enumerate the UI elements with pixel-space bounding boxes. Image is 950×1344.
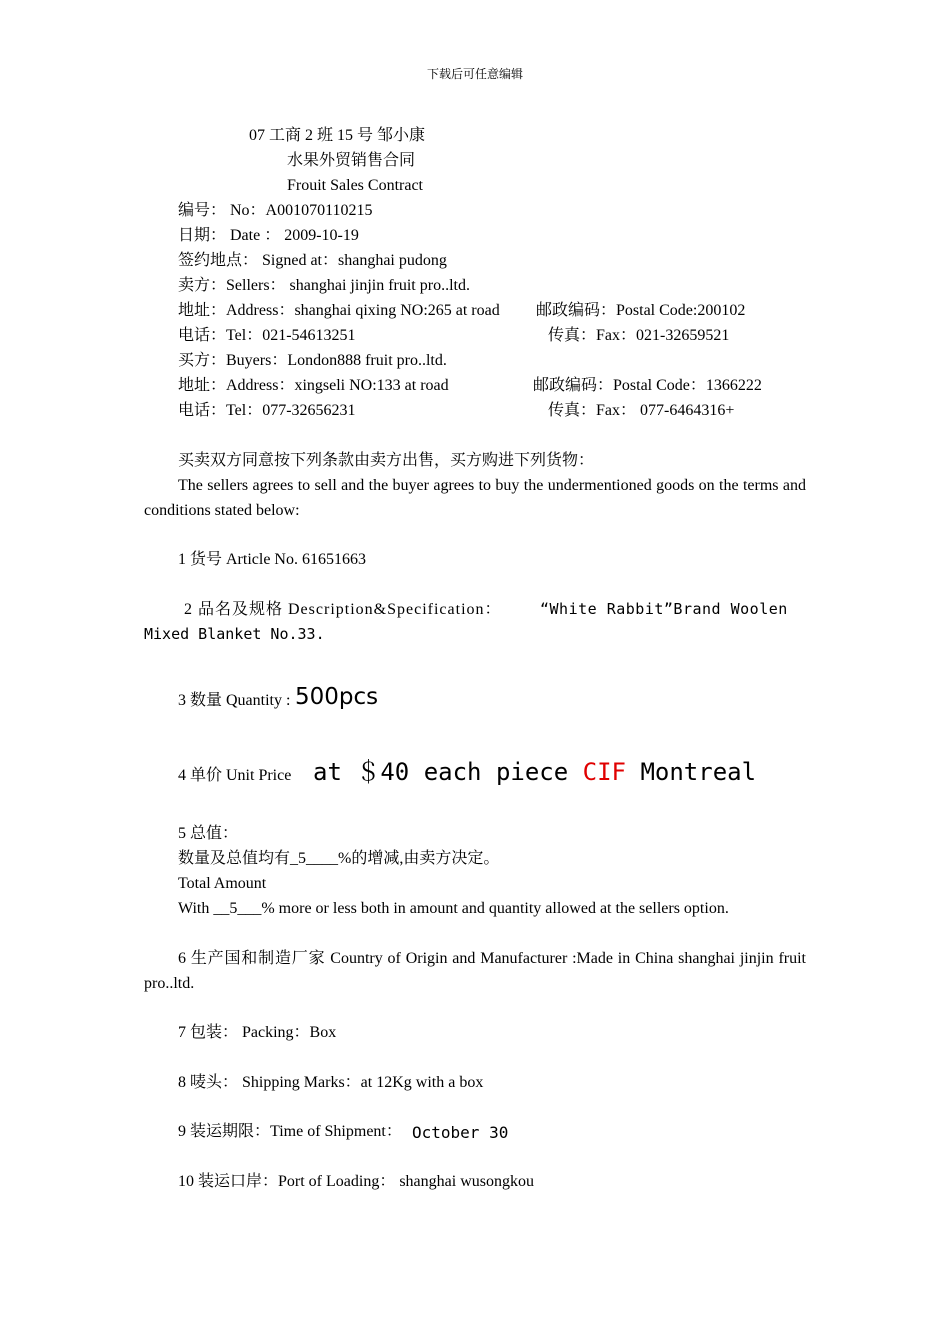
article-no: 1 货号 Article No. 61651663 bbox=[178, 551, 366, 568]
author-line: 07 工商 2 班 15 号 邹小康 bbox=[249, 127, 426, 144]
description-value-line2: Mixed Blanket No.33. bbox=[144, 625, 325, 643]
intro-zh: 买卖双方同意按下列条款由卖方出售，买方购进下列货物： bbox=[178, 452, 595, 469]
contract-no: 编号： No：A001070110215 bbox=[178, 202, 373, 219]
title-zh: 水果外贸销售合同 bbox=[287, 152, 416, 169]
title-en: Frouit Sales Contract bbox=[287, 177, 423, 194]
buyer-address: 地址：Address：xingseli NO:133 at road bbox=[178, 377, 449, 394]
total-zh: 数量及总值均有_5____%的增减,由卖方决定。 bbox=[178, 850, 500, 867]
buyer: 买方：Buyers：London888 fruit pro..ltd. bbox=[178, 352, 447, 369]
quantity-label: 3 数量 Quantity : bbox=[178, 692, 291, 709]
shipping-marks: 8 唛头： Shipping Marks：at 12Kg with a box bbox=[178, 1074, 484, 1091]
signed-at: 签约地点： Signed at：shanghai pudong bbox=[178, 252, 447, 269]
intro-en: The sellers agrees to sell and the buyer agrees to buy the undermentioned goods on the terms and conditions stated below: bbox=[144, 477, 806, 519]
buyer-tel: 电话：Tel：077-32656231 bbox=[178, 402, 356, 419]
seller-address: 地址：Address：shanghai qixing NO:265 at road bbox=[178, 302, 500, 319]
total-amount-option: With __5___% more or less both in amount and quantity allowed at the sellers option. bbox=[178, 900, 729, 917]
unit-price-amount: at ＄40 each piece bbox=[313, 758, 569, 786]
buyer-fax: 传真：Fax： 077-6464316+ bbox=[548, 402, 735, 419]
buyer-postal-code: 邮政编码：Postal Code：1366222 bbox=[533, 377, 762, 394]
total-amount-label: Total Amount bbox=[178, 875, 267, 892]
port-of-loading: 10 装运口岸：Port of Loading： shanghai wusongkou bbox=[178, 1173, 534, 1190]
unit-price-value bbox=[313, 760, 756, 784]
seller-fax: 传真：Fax：021-32659521 bbox=[548, 327, 730, 344]
contract-date: 日期： Date ： 2009-10-19 bbox=[178, 227, 359, 244]
quantity-value: 500pcs bbox=[295, 684, 379, 710]
description-value-line1: “White Rabbit”Brand Woolen bbox=[540, 600, 788, 618]
page-header: 下载后可任意编辑 bbox=[426, 67, 523, 81]
seller-tel: 电话：Tel：021-54613251 bbox=[178, 327, 356, 344]
packing: 7 包装： Packing：Box bbox=[178, 1024, 337, 1041]
seller-postal-code: 邮政编码：Postal Code:200102 bbox=[536, 302, 746, 319]
unit-price-label: 4 单价 Unit Price bbox=[178, 767, 292, 784]
description-label: 2 品名及规格 Description&Specification： bbox=[184, 601, 502, 618]
total-label: 5 总值： bbox=[178, 825, 239, 842]
origin-manufacturer: 6 生产国和制造厂家 Country of Origin and Manufacturer :Made in China shanghai jinjin fruit pro..ltd. bbox=[144, 950, 806, 992]
seller: 卖方：Sellers： shanghai jinjin fruit pro..ltd. bbox=[178, 277, 470, 294]
cif-term: CIF bbox=[582, 758, 626, 786]
shipment-time-label: 9 装运期限：Time of Shipment： bbox=[178, 1123, 402, 1140]
shipment-time-value: October 30 bbox=[412, 1123, 509, 1142]
destination-port: Montreal bbox=[640, 758, 757, 786]
